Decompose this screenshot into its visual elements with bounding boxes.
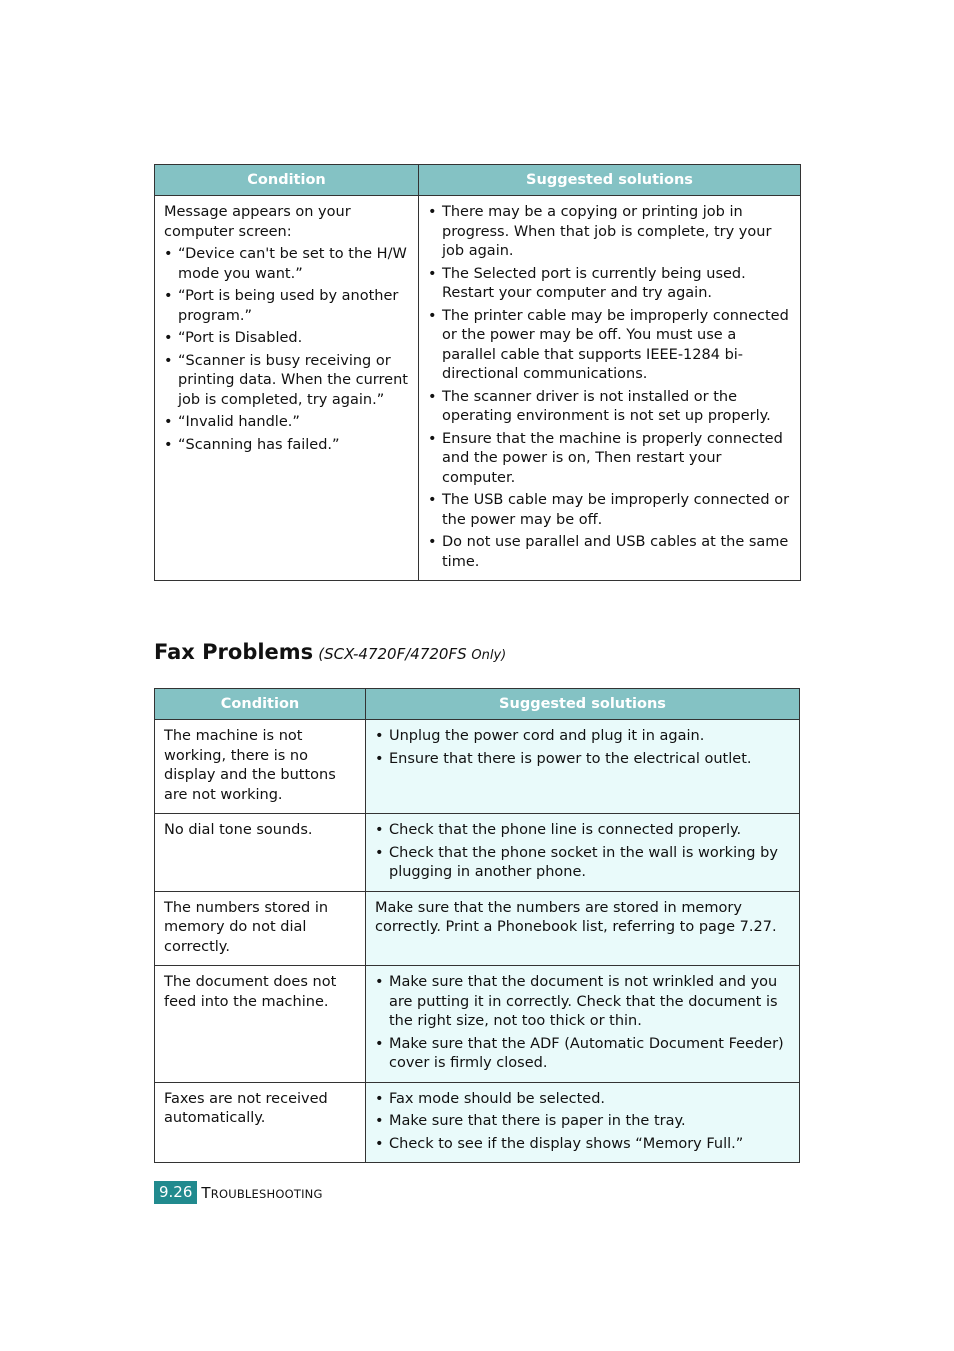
section-subtitle: [318, 645, 506, 663]
model-text: (SCX-4720F/4720FS: [318, 645, 467, 663]
section-name: [201, 1184, 322, 1202]
list-item: • Do not use parallel and USB cables at the same time.: [428, 533, 792, 572]
condition-intro: Message appears on your computer screen:: [164, 204, 351, 240]
solutions-cell: [366, 720, 800, 814]
condition-cell: Faxes are not received automatically.: [155, 1082, 366, 1163]
table-row: [155, 196, 801, 581]
list-item: • Ensure that the machine is properly connected and the power is on, Then restart your computer.: [428, 430, 792, 489]
list-item: • “Device can't be set to the H/W mode you want.”: [164, 245, 410, 284]
condition-header: Condition: [155, 165, 419, 196]
condition-cell: No dial tone sounds.: [155, 814, 366, 892]
list-item: • “Scanning has failed.”: [164, 436, 410, 456]
list-item: • Make sure that the ADF (Automatic Document Feeder) cover is firmly closed.: [375, 1035, 791, 1074]
table-row: [155, 1082, 800, 1163]
table-row: [155, 720, 800, 814]
solutions-cell: [366, 1082, 800, 1163]
list-item: • Check that the phone line is connected properly.: [375, 821, 791, 841]
list-item: • “Port is Disabled.: [164, 329, 410, 349]
list-item: • There may be a copying or printing job in progress. When that job is complete, try your job again.: [428, 203, 792, 262]
condition-cell: [155, 196, 419, 581]
list-item: • Make sure that the document is not wrinkled and you are putting it in correctly. Check that the document is the right size, not too thick or thin.: [375, 973, 791, 1032]
printer-problems-table: [154, 164, 801, 581]
table-row: [155, 814, 800, 892]
solutions-list: [375, 821, 791, 883]
list-item: • The USB cable may be improperly connected or the power may be off.: [428, 491, 792, 530]
section-initial: T: [201, 1183, 211, 1202]
section-title: Fax Problems: [154, 640, 314, 664]
solutions-list: [375, 727, 791, 769]
solutions-header: Suggested solutions: [419, 165, 801, 196]
condition-cell: The document does not feed into the machine.: [155, 966, 366, 1083]
solutions-cell: Make sure that the numbers are stored in memory correctly. Print a Phonebook list, referring to page 7.27.: [366, 891, 800, 966]
list-item: • Check that the phone socket in the wall is working by plugging in another phone.: [375, 844, 791, 883]
condition-cell: The numbers stored in memory do not dial correctly.: [155, 891, 366, 966]
list-item: • “Port is being used by another program.”: [164, 287, 410, 326]
condition-cell: The machine is not working, there is no display and the buttons are not working.: [155, 720, 366, 814]
fax-problems-table: [154, 688, 800, 1163]
solutions-list: [375, 1090, 791, 1155]
solutions-cell: [366, 966, 800, 1083]
list-item: • “Scanner is busy receiving or printing data. When the current job is completed, try again.”: [164, 352, 410, 411]
section-heading: [154, 640, 506, 664]
table-header-row: [155, 689, 800, 720]
table-header-row: [155, 165, 801, 196]
solutions-list: [375, 973, 791, 1074]
section-rest: ROUBLESHOOTING: [210, 1186, 323, 1201]
list-item: • Unplug the power cord and plug it in again.: [375, 727, 791, 747]
list-item: • The Selected port is currently being used. Restart your computer and try again.: [428, 265, 792, 304]
list-item: • “Invalid handle.”: [164, 413, 410, 433]
table-row: [155, 966, 800, 1083]
condition-list: [164, 245, 410, 455]
list-item: • Ensure that there is power to the electrical outlet.: [375, 750, 791, 770]
solutions-cell: [366, 814, 800, 892]
page-footer: [154, 1181, 323, 1204]
solutions-list: [428, 203, 792, 572]
solutions-cell: [419, 196, 801, 581]
list-item: • Fax mode should be selected.: [375, 1090, 791, 1110]
condition-header: Condition: [155, 689, 366, 720]
list-item: • Make sure that there is paper in the tray.: [375, 1112, 791, 1132]
only-text: Only): [471, 648, 507, 663]
page-number: 9.26: [154, 1181, 197, 1204]
list-item: • The printer cable may be improperly connected or the power may be off. You must use a parallel cable that supports IEEE-1284 bi-directional communications.: [428, 307, 792, 385]
table-row: [155, 891, 800, 966]
solutions-header: Suggested solutions: [366, 689, 800, 720]
list-item: • Check to see if the display shows “Memory Full.”: [375, 1135, 791, 1155]
list-item: • The scanner driver is not installed or the operating environment is not set up properly.: [428, 388, 792, 427]
